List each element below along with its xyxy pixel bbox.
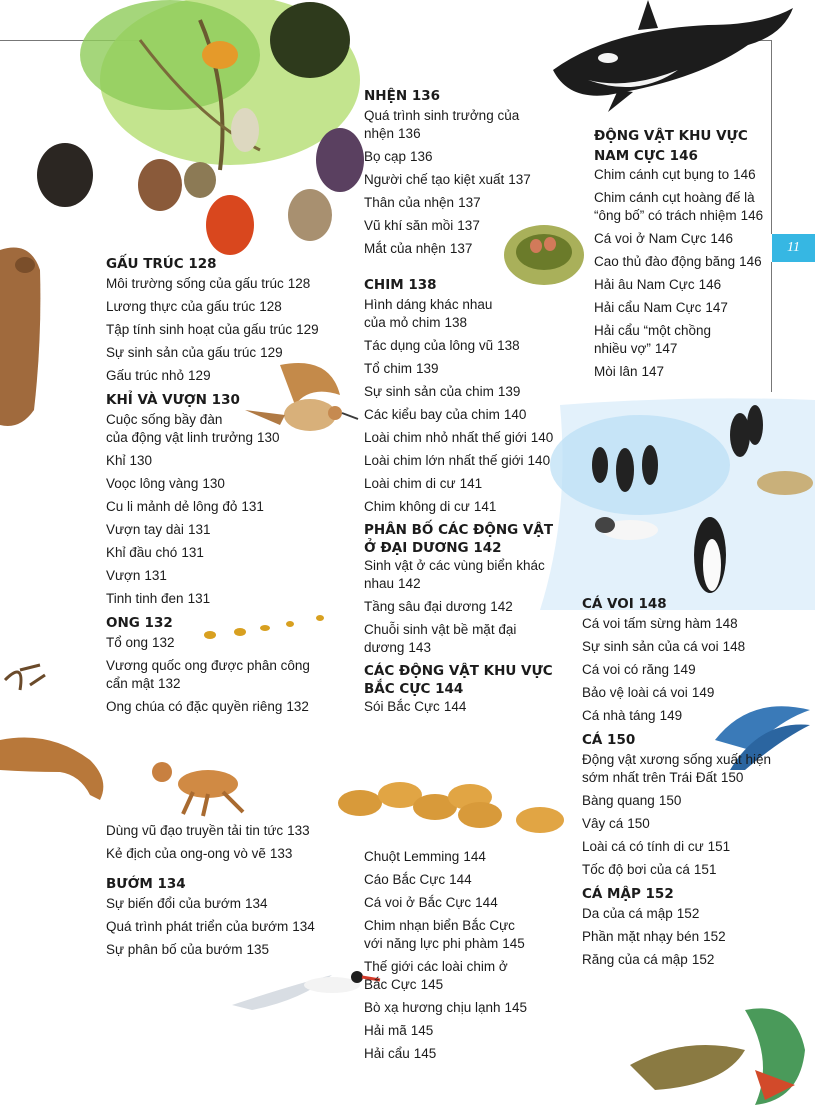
toc-column-2 xyxy=(364,86,574,1061)
toc-section xyxy=(364,521,574,657)
section-title: GẤU TRÚC 128 xyxy=(106,256,217,272)
entry-text: Tác dụng của lông vũ xyxy=(364,338,494,353)
entry-text: Thế giới các loài chim ở Bắc Cực xyxy=(364,959,508,992)
entry-page: 151 xyxy=(707,839,731,854)
toc-entry[interactable] xyxy=(582,638,782,656)
entry-page: 131 xyxy=(144,568,167,583)
toc-entry[interactable] xyxy=(364,917,574,953)
toc-entry[interactable] xyxy=(106,698,346,716)
toc-entry[interactable] xyxy=(594,322,774,358)
toc-column-1 xyxy=(106,254,346,957)
entry-text: Hải mã xyxy=(364,1023,407,1038)
section-title: PHÂN BỐ CÁC ĐỘNG VẬT Ở ĐẠI DƯƠNG 142 xyxy=(364,522,554,556)
entry-page: 145 xyxy=(502,936,525,951)
toc-column-3-lower xyxy=(582,594,782,974)
entry-text: Cá voi ở Nam Cực xyxy=(594,231,707,246)
section-title: CÁC ĐỘNG VẬT KHU VỰC BẮC CỰC 144 xyxy=(364,663,553,697)
section-title: CHIM 138 xyxy=(364,277,437,293)
entry-page: 141 xyxy=(459,476,483,491)
toc-entry[interactable] xyxy=(106,344,346,362)
toc-entry[interactable] xyxy=(594,276,774,294)
entry-page: 144 xyxy=(475,895,498,910)
toc-entry[interactable] xyxy=(106,590,346,608)
entry-text: Tinh tinh đen xyxy=(106,591,184,606)
section-title: CÁ MẬP 152 xyxy=(582,886,674,902)
entry-page: 143 xyxy=(408,640,431,655)
toc-entry[interactable] xyxy=(364,406,574,424)
entry-text: Thân của nhện xyxy=(364,195,455,210)
toc-section xyxy=(364,86,574,258)
entry-page: 145 xyxy=(413,1046,437,1061)
entry-page: 137 xyxy=(508,172,531,187)
entry-text: Mắt của nhện xyxy=(364,241,446,256)
entry-text: Voọc lông vàng xyxy=(106,476,199,491)
toc-entry[interactable] xyxy=(594,166,774,184)
entry-text: Kẻ địch của ong-ong vò vẽ xyxy=(106,846,266,861)
entry-text: Cá voi có răng xyxy=(582,662,670,677)
toc-entry[interactable] xyxy=(106,657,346,693)
entry-page: 130 xyxy=(202,476,225,491)
deer-illustration xyxy=(0,660,120,810)
toc-entry[interactable] xyxy=(594,363,774,381)
entry-page: 137 xyxy=(449,241,473,256)
toc-entry[interactable] xyxy=(364,1045,574,1063)
entry-page: 132 xyxy=(286,699,309,714)
entry-text: Ong chúa có đặc quyền riêng xyxy=(106,699,283,714)
entry-text: Vây cá xyxy=(582,816,624,831)
entry-text: Quá trình phát triển của bướm xyxy=(106,919,289,934)
fawn-illustration xyxy=(148,752,258,817)
entry-text: Cáo Bắc Cực xyxy=(364,872,446,887)
entry-text: Bò xạ hương chịu lạnh xyxy=(364,1000,501,1015)
entry-page: 140 xyxy=(530,430,554,445)
entry-text: Sự biến đổi của bướm xyxy=(106,896,241,911)
toc-entry[interactable] xyxy=(364,360,574,378)
entry-page: 139 xyxy=(497,384,521,399)
entry-page: 139 xyxy=(416,361,439,376)
toc-entry[interactable] xyxy=(106,411,346,447)
toc-entry[interactable] xyxy=(364,894,574,912)
entry-text: Môi trường sống của gấu trúc xyxy=(106,276,284,291)
toc-entry[interactable] xyxy=(364,171,574,189)
toc-entry[interactable] xyxy=(106,521,346,539)
entry-page: 128 xyxy=(287,276,311,291)
toc-entry[interactable] xyxy=(364,698,574,716)
entry-page: 147 xyxy=(654,341,678,356)
toc-section xyxy=(106,390,346,608)
entry-page: 146 xyxy=(698,277,722,292)
entry-text: Cu li mảnh dẻ lông đỏ xyxy=(106,499,238,514)
toc-entry[interactable] xyxy=(106,498,346,516)
section-title: ĐỘNG VẬT KHU VỰC NAM CỰC 146 xyxy=(594,128,748,164)
entry-text: Mòi lân xyxy=(594,364,638,379)
toc-entry[interactable] xyxy=(106,544,346,562)
entry-page: 142 xyxy=(398,576,421,591)
toc-section xyxy=(106,822,346,964)
toc-column-3 xyxy=(594,126,774,386)
orca-illustration xyxy=(548,0,798,115)
entry-text: Sự sinh sản của gấu trúc xyxy=(106,345,257,360)
entry-page: 144 xyxy=(443,699,467,714)
entry-text: Động vật xương sống xuất hiện sớm nhất trên Trái Đất xyxy=(582,752,772,785)
entry-page: 137 xyxy=(458,195,481,210)
entry-page: 142 xyxy=(490,599,513,614)
toc-entry[interactable] xyxy=(594,189,774,225)
entry-page: 152 xyxy=(676,906,700,921)
entry-page: 145 xyxy=(420,977,444,992)
section-title: ONG 132 xyxy=(106,615,173,631)
entry-text: Khỉ đầu chó xyxy=(106,545,178,560)
toc-entry[interactable] xyxy=(106,275,346,293)
entry-page: 148 xyxy=(722,639,746,654)
toc-section xyxy=(582,884,782,969)
entry-text: Tổ ong xyxy=(106,635,149,650)
toc-section xyxy=(582,594,782,725)
entry-text: Răng của cá mập xyxy=(582,952,688,967)
entry-text: Vượn tay dài xyxy=(106,522,184,537)
toc-entry[interactable] xyxy=(364,598,574,616)
entry-page: 149 xyxy=(659,708,683,723)
entry-page: 129 xyxy=(296,322,319,337)
toc-entry[interactable] xyxy=(582,905,782,923)
section-title: CÁ VOI 148 xyxy=(582,596,667,612)
toc-entry[interactable] xyxy=(582,792,782,810)
entry-text: Chim cánh cụt hoàng đế là “ông bố” có trách nhiệm xyxy=(594,190,755,223)
entry-page: 148 xyxy=(715,616,738,631)
entry-text: Loài chim lớn nhất thế giới xyxy=(364,453,524,468)
entry-text: Tổ chim xyxy=(364,361,413,376)
toc-entry[interactable] xyxy=(106,822,346,840)
entry-text: Tầng sâu đại dương xyxy=(364,599,487,614)
toc-entry[interactable] xyxy=(582,751,782,787)
tern-illustration xyxy=(232,955,382,1025)
toc-entry[interactable] xyxy=(364,296,574,332)
entry-text: Sự sinh sản của chim xyxy=(364,384,494,399)
entry-text: Hải cẩu Nam Cực xyxy=(594,300,702,315)
entry-page: 149 xyxy=(673,662,696,677)
entry-page: 145 xyxy=(410,1023,434,1038)
entry-text: Quá trình sinh trưởng của nhện xyxy=(364,108,520,141)
entry-page: 130 xyxy=(129,453,153,468)
entry-text: Vũ khí săn mồi xyxy=(364,218,454,233)
entry-page: 146 xyxy=(739,254,762,269)
toc-entry[interactable] xyxy=(364,383,574,401)
toc-entry[interactable] xyxy=(594,230,774,248)
entry-page: 137 xyxy=(457,218,480,233)
toc-entry[interactable] xyxy=(106,321,346,339)
entry-page: 133 xyxy=(287,823,310,838)
entry-page: 152 xyxy=(703,929,726,944)
primates-jungle-illustration xyxy=(20,0,365,270)
entry-text: Tập tính sinh hoạt của gấu trúc xyxy=(106,322,293,337)
toc-entry[interactable] xyxy=(364,194,574,212)
toc-entry[interactable] xyxy=(106,298,346,316)
toc-entry[interactable] xyxy=(364,240,574,258)
toc-entry[interactable] xyxy=(364,621,574,657)
toc-entry[interactable] xyxy=(364,148,574,166)
entry-text: Vượn xyxy=(106,568,141,583)
toc-entry[interactable] xyxy=(582,684,782,702)
toc-entry[interactable] xyxy=(582,928,782,946)
entry-page: 150 xyxy=(720,770,744,785)
entry-page: 129 xyxy=(260,345,283,360)
entry-text: Sự sinh sản của cá voi xyxy=(582,639,719,654)
section-title: CÁ 150 xyxy=(582,732,636,748)
toc-entry[interactable] xyxy=(582,707,782,725)
toc-section xyxy=(364,275,574,516)
toc-entry[interactable] xyxy=(364,1022,574,1040)
toc-entry[interactable] xyxy=(106,845,346,863)
entry-page: 131 xyxy=(187,591,211,606)
entry-page: 131 xyxy=(187,522,211,537)
entry-text: Cá voi ở Bắc Cực xyxy=(364,895,472,910)
entry-text: Vương quốc ong được phân công cẩn mật xyxy=(106,658,310,691)
entry-page: 132 xyxy=(152,635,175,650)
entry-text: Khỉ xyxy=(106,453,126,468)
entry-page: 136 xyxy=(398,126,421,141)
entry-text: Chuột Lemming xyxy=(364,849,460,864)
entry-page: 134 xyxy=(245,896,268,911)
toc-entry[interactable] xyxy=(364,958,574,994)
toc-entry[interactable] xyxy=(106,941,346,959)
entry-text: Chuỗi sinh vật bề mặt đại dương xyxy=(364,622,517,655)
penguins-antarctic-illustration xyxy=(540,395,815,610)
toc-section xyxy=(582,730,782,879)
toc-entry[interactable] xyxy=(582,951,782,969)
toc-section xyxy=(594,126,774,381)
entry-page: 147 xyxy=(705,300,728,315)
toc-entry[interactable] xyxy=(364,337,574,355)
toc-entry[interactable] xyxy=(364,452,574,470)
entry-page: 146 xyxy=(740,208,764,223)
entry-text: Sói Bắc Cực xyxy=(364,699,440,714)
entry-text: Cuộc sống bầy đàn của động vật linh trưởng xyxy=(106,412,253,445)
toc-entry[interactable] xyxy=(106,918,346,936)
toc-entry[interactable] xyxy=(106,567,346,585)
bear-illustration xyxy=(0,240,42,430)
entry-page: 130 xyxy=(256,430,280,445)
section-title: KHỈ VÀ VƯỢN 130 xyxy=(106,392,240,408)
entry-text: Chim cánh cụt bụng to xyxy=(594,167,730,182)
entry-page: 140 xyxy=(503,407,527,422)
toc-entry[interactable] xyxy=(106,634,346,652)
entry-text: Hải cẩu “một chồng nhiều vợ” xyxy=(594,323,712,356)
entry-text: Loài chim nhỏ nhất thế giới xyxy=(364,430,527,445)
entry-text: Hình dáng khác nhau của mỏ chim xyxy=(364,297,493,330)
section-title: NHỆN 136 xyxy=(364,88,440,104)
entry-page: 150 xyxy=(627,816,650,831)
entry-text: Bàng quang xyxy=(582,793,655,808)
page-number-tab: 11 xyxy=(772,234,815,262)
toc-entry[interactable] xyxy=(364,475,574,493)
entry-page: 138 xyxy=(444,315,468,330)
entry-page: 131 xyxy=(241,499,264,514)
entry-page: 150 xyxy=(658,793,682,808)
section-title: BƯỚM 134 xyxy=(106,876,186,892)
entry-page: 152 xyxy=(691,952,715,967)
toc-section xyxy=(106,254,346,385)
entry-page: 151 xyxy=(693,862,717,877)
entry-page: 141 xyxy=(473,499,497,514)
entry-text: Lương thực của gấu trúc xyxy=(106,299,256,314)
toc-entry[interactable] xyxy=(582,615,782,633)
entry-page: 145 xyxy=(504,1000,528,1015)
entry-page: 147 xyxy=(641,364,665,379)
toc-entry[interactable] xyxy=(106,895,346,913)
entry-page: 146 xyxy=(710,231,733,246)
entry-text: Người chế tạo kiệt xuất xyxy=(364,172,505,187)
entry-page: 136 xyxy=(410,149,433,164)
toc-entry[interactable] xyxy=(582,838,782,856)
toc-entry[interactable] xyxy=(364,217,574,235)
toc-entry[interactable] xyxy=(106,452,346,470)
toc-entry[interactable] xyxy=(364,429,574,447)
toc-section xyxy=(364,662,574,716)
entry-text: Phần mặt nhạy bén xyxy=(582,929,700,944)
entry-text: Loài chim di cư xyxy=(364,476,456,491)
entry-page: 133 xyxy=(269,846,293,861)
entry-text: Chim không di cư xyxy=(364,499,470,514)
entry-text: Cá voi tấm sừng hàm xyxy=(582,616,712,631)
entry-page: 140 xyxy=(527,453,551,468)
entry-page: 146 xyxy=(733,167,756,182)
entry-text: Da của cá mập xyxy=(582,906,673,921)
entry-text: Cá nhà táng xyxy=(582,708,656,723)
toc-entry[interactable] xyxy=(364,107,574,143)
entry-page: 144 xyxy=(449,872,472,887)
entry-page: 128 xyxy=(259,299,282,314)
entry-text: Sinh vật ở các vùng biển khác nhau xyxy=(364,558,545,591)
toc-entry[interactable] xyxy=(582,815,782,833)
toc-entry[interactable] xyxy=(364,848,574,866)
entry-page: 138 xyxy=(497,338,520,353)
toc-entry[interactable] xyxy=(364,871,574,889)
entry-page: 131 xyxy=(181,545,204,560)
entry-text: Chim nhạn biển Bắc Cực với năng lực phi phàm xyxy=(364,918,515,951)
entry-text: Hải âu Nam Cực xyxy=(594,277,695,292)
entry-page: 134 xyxy=(292,919,315,934)
toc-entry[interactable] xyxy=(364,557,574,593)
prehistoric-fish-illustration xyxy=(625,990,815,1118)
entry-page: 144 xyxy=(463,849,486,864)
entry-page: 135 xyxy=(246,942,270,957)
toc-entry[interactable] xyxy=(106,367,346,385)
toc-entry[interactable] xyxy=(364,498,574,516)
entry-page: 149 xyxy=(691,685,715,700)
entry-page: 132 xyxy=(158,676,181,691)
lemmings-illustration xyxy=(330,775,575,840)
entry-text: Bọ cạp xyxy=(364,149,407,164)
entry-text: Các kiểu bay của chim xyxy=(364,407,500,422)
toc-entry[interactable] xyxy=(106,475,346,493)
entry-text: Gấu trúc nhỏ xyxy=(106,368,185,383)
toc-entry[interactable] xyxy=(594,253,774,271)
entry-text: Dùng vũ đạo truyền tải tin tức xyxy=(106,823,284,838)
toc-entry[interactable] xyxy=(594,299,774,317)
entry-page: 129 xyxy=(188,368,211,383)
entry-text: Hải cẩu xyxy=(364,1046,410,1061)
toc-section xyxy=(106,613,346,716)
entry-text: Cao thủ đào động băng xyxy=(594,254,736,269)
toc-entry[interactable] xyxy=(582,661,782,679)
entry-text: Bảo vệ loài cá voi xyxy=(582,685,688,700)
toc-entry[interactable] xyxy=(364,999,574,1017)
entry-text: Sự phân bố của bướm xyxy=(106,942,243,957)
entry-text: Tốc độ bơi của cá xyxy=(582,862,690,877)
toc-section xyxy=(364,848,574,1068)
entry-text: Loài cá có tính di cư xyxy=(582,839,704,854)
toc-entry[interactable] xyxy=(582,861,782,879)
